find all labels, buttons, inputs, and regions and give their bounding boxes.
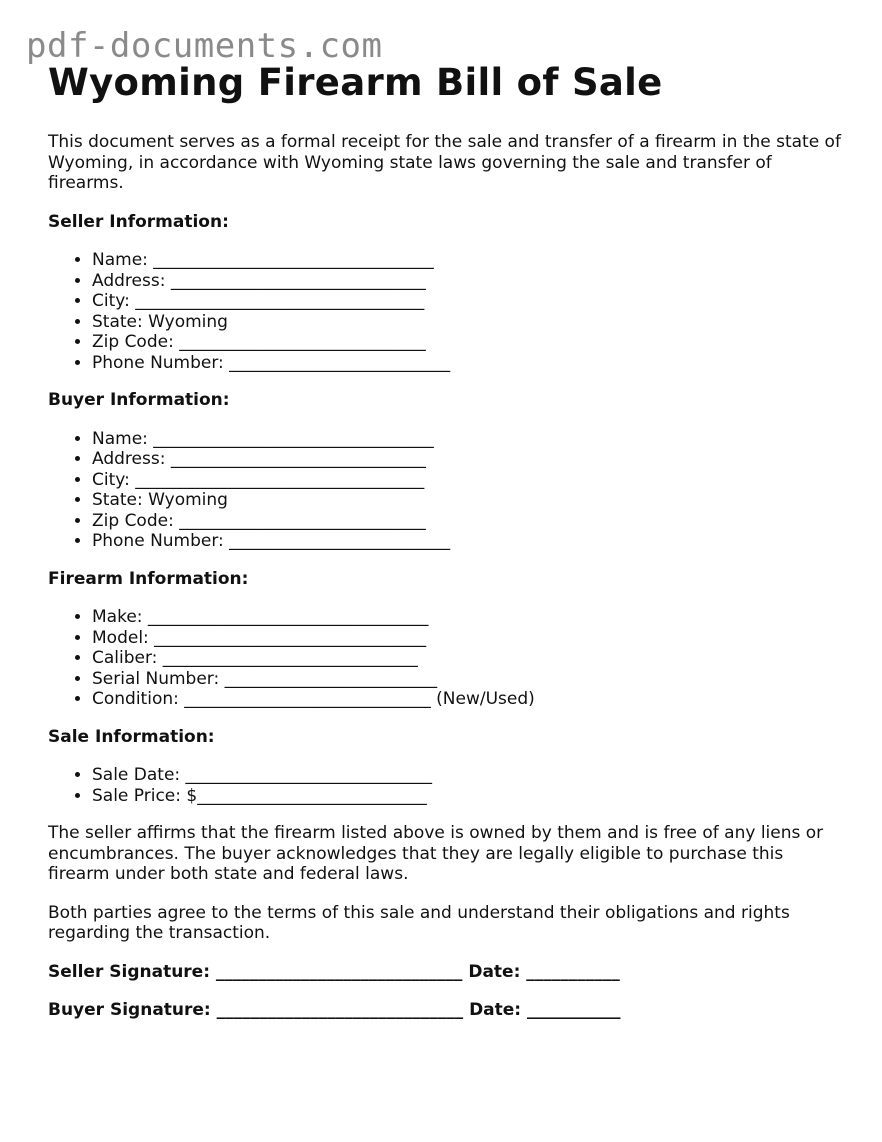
seller-state-field: • State: Wyoming [92, 312, 848, 333]
seller-city-field: • City: __________________________________ [92, 291, 848, 312]
buyer-phone-field: • Phone Number: __________________________ [92, 531, 848, 552]
sale-heading: Sale Information: [48, 726, 215, 747]
buyer-zip-field: • Zip Code: _____________________________ [92, 511, 848, 532]
seller-signature-line: Seller Signature: _____________________________ Date: ___________ [48, 961, 620, 982]
intro-paragraph: This document serves as a formal receipt for the sale and transfer of a firearm in the state of Wyoming, in accordance with Wyoming state laws governing the sale and transfer of firearms. [48, 132, 841, 193]
seller-phone-field: • Phone Number: __________________________ [92, 353, 848, 374]
buyer-city-field: • City: __________________________________ [92, 470, 848, 491]
seller-heading: Seller Information: [48, 211, 229, 232]
affirmation-paragraph: The seller affirms that the firearm listed above is owned by them and is free of any liens or encumbrances. The buyer acknowledges that they are legally eligible to purchase this firearm under both state and federal laws. [48, 823, 824, 884]
buyer-state-field: • State: Wyoming [92, 490, 848, 511]
document-page [48, 60, 848, 1039]
firearm-heading: Firearm Information: [48, 568, 249, 589]
seller-list [48, 250, 848, 373]
firearm-condition-field: • Condition: _____________________________ (New/Used) [92, 689, 848, 710]
firearm-make-field: • Make: _________________________________ [92, 607, 848, 628]
sale-price-field: • Sale Price: $___________________________ [92, 786, 848, 807]
buyer-signature-line: Buyer Signature: _____________________________ Date: ___________ [48, 1000, 621, 1020]
page-title: Wyoming Firearm Bill of Sale [48, 61, 663, 104]
buyer-address-field: • Address: ______________________________ [92, 449, 848, 470]
buyer-heading: Buyer Information: [48, 390, 230, 410]
firearm-list [48, 607, 848, 710]
firearm-caliber-field: • Caliber: ______________________________ [92, 648, 848, 669]
sale-list [48, 765, 848, 806]
sale-date-field: • Sale Date: _____________________________ [92, 765, 848, 786]
buyer-name-field: • Name: _________________________________ [92, 429, 848, 450]
seller-name-field: • Name: _________________________________ [92, 250, 848, 271]
firearm-model-field: • Model: ________________________________ [92, 628, 848, 649]
firearm-serial-field: • Serial Number: _________________________ [92, 669, 848, 690]
seller-address-field: • Address: ______________________________ [92, 271, 848, 292]
agreement-paragraph: Both parties agree to the terms of this sale and understand their obligations and rights regarding the transaction. [48, 902, 790, 943]
buyer-list [48, 429, 848, 552]
watermark: pdf-documents.com [26, 26, 383, 66]
seller-zip-field: • Zip Code: _____________________________ [92, 332, 848, 353]
